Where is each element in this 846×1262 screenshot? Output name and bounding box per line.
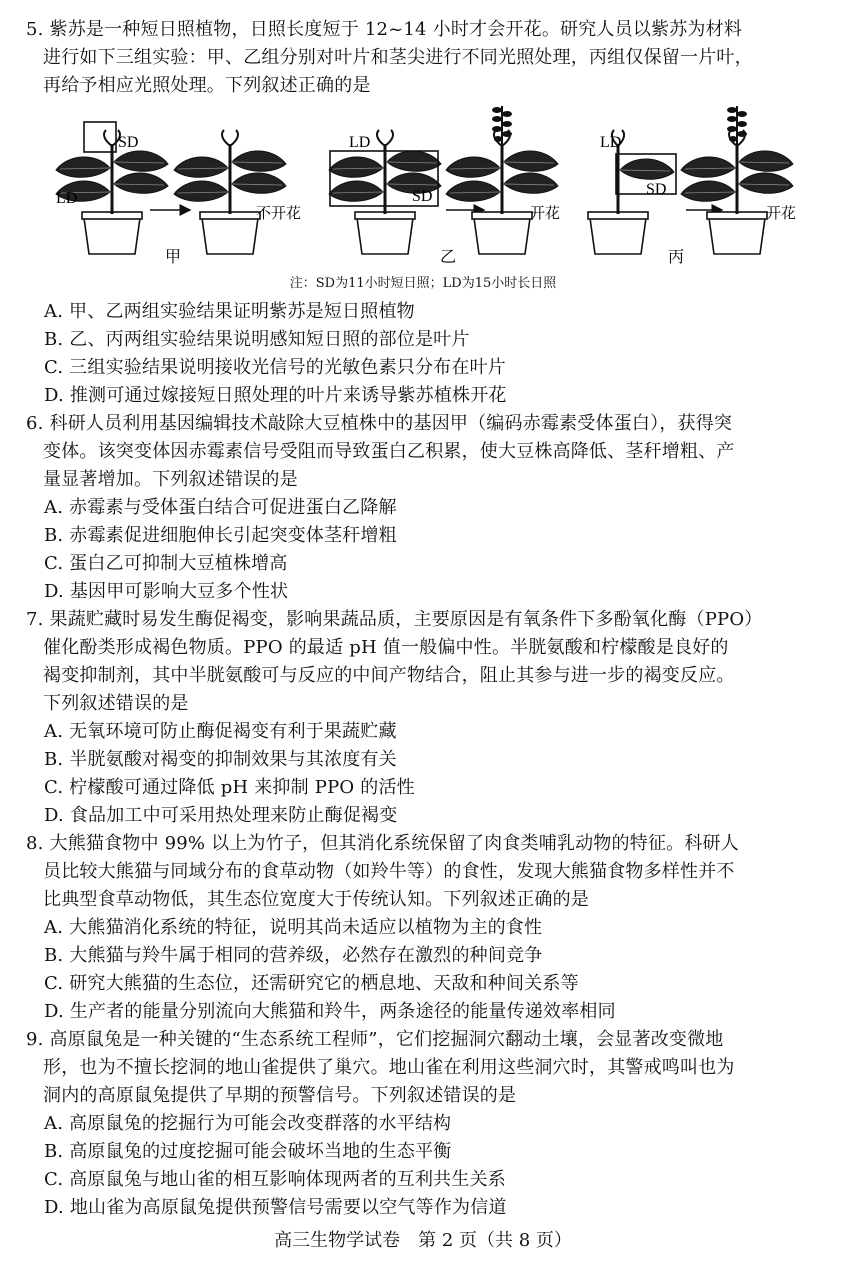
- question-9-option-c: C. 高原鼠兔与地山雀的相互影响体现两者的互利共生关系: [44, 1169, 506, 1190]
- question-6-stem-line: 量显著增加。下列叙述错误的是: [43, 469, 298, 490]
- sd-label: SD: [646, 181, 667, 198]
- group-label-bing: 丙: [668, 249, 685, 266]
- question-6-option-b: B. 赤霉素促进细胞伸长引起突变体茎秆增粗: [44, 525, 397, 546]
- figure-note: 注：SD为11小时短日照；LD为15小时长日照: [289, 276, 557, 291]
- question-8-option-d: D. 生产者的能量分别流向大熊猫和羚牛，两条途径的能量传递效率相同: [44, 1001, 616, 1022]
- question-6-option-d: D. 基因甲可影响大豆多个性状: [44, 581, 289, 602]
- group-yi-after: [446, 106, 560, 254]
- flower-label: 开花: [766, 206, 797, 222]
- question-9-option-d: D. 地山雀为高原鼠兔提供预警信号需要以空气等作为信道: [44, 1197, 507, 1218]
- group-label-yi: 乙: [440, 249, 457, 266]
- question-7-stem-line: 褐变抑制剂，其中半胱氨酸可与反应的中间产物结合，阻止其参与进一步的褐变反应。: [43, 665, 735, 686]
- question-7-option-b: B. 半胱氨酸对褐变的抑制效果与其浓度有关: [44, 749, 397, 770]
- group-bing-after: [681, 106, 796, 254]
- question-6-option-a: A. 赤霉素与受体蛋白结合可促进蛋白乙降解: [44, 497, 397, 518]
- sd-label: SD: [412, 188, 433, 205]
- question-5-option-d: D. 推测可通过嫁接短日照处理的叶片来诱导紫苏植株开花: [44, 385, 507, 406]
- no-flower-label: 不开花: [256, 206, 302, 222]
- group-yi-before: [329, 130, 441, 254]
- question-9-option-b: B. 高原鼠兔的过度挖掘可能会破坏当地的生态平衡: [44, 1141, 452, 1162]
- group-bing-before: [588, 130, 676, 254]
- flower-label: 开花: [530, 206, 561, 222]
- question-8-stem-line: 员比较大熊猫与同域分布的食草动物（如羚牛等）的食性，发现大熊猫食物多样性并不: [43, 861, 735, 882]
- question-8-stem-line: 8. 大熊猫食物中 99% 以上为竹子，但其消化系统保留了肉食类哺乳动物的特征。科研人: [26, 833, 739, 854]
- question-7-option-a: A. 无氧环境可防止酶促褐变有利于果蔬贮藏: [44, 721, 397, 742]
- question-8-option-b: B. 大熊猫与羚牛属于相同的营养级，必然存在激烈的种间竞争: [44, 945, 543, 966]
- question-5-stem-line: 再给予相应光照处理。下列叙述正确的是: [43, 75, 371, 96]
- question-7-option-d: D. 食品加工中可采用热处理来防止酶促褐变: [44, 805, 398, 826]
- question-7-option-c: C. 柠檬酸可通过降低 pH 来抑制 PPO 的活性: [44, 777, 415, 798]
- sd-label: SD: [118, 134, 139, 151]
- question-6-option-c: C. 蛋白乙可抑制大豆植株增高: [44, 553, 288, 574]
- question-7-stem-line: 催化酚类形成褐色物质。PPO 的最适 pH 值一般偏中性。半胱氨酸和柠檬酸是良好的: [43, 637, 729, 658]
- question-8-stem-line: 比典型食草动物低，其生态位宽度大于传统认知。下列叙述正确的是: [43, 889, 589, 910]
- question-5-stem-line: 5. 紫苏是一种短日照植物，日照长度短于 12~14 小时才会开花。研究人员以紫苏为材料: [26, 19, 743, 40]
- question-5-option-c: C. 三组实验结果说明接收光信号的光敏色素只分布在叶片: [44, 357, 506, 378]
- question-8-option-a: A. 大熊猫消化系统的特征，说明其尚未适应以植物为主的食性: [44, 917, 543, 938]
- plant-experiment-figure: [40, 104, 830, 278]
- question-9-stem-line: 形，也为不擅长挖洞的地山雀提供了巢穴。地山雀在利用这些洞穴时，其警戒鸣叫也为: [43, 1057, 735, 1078]
- question-5-option-b: B. 乙、丙两组实验结果说明感知短日照的部位是叶片: [44, 329, 470, 350]
- question-6-stem-line: 6. 科研人员利用基因编辑技术敲除大豆植株中的基因甲（编码赤霉素受体蛋白），获得突: [26, 413, 733, 434]
- question-8-option-c: C. 研究大熊猫的生态位，还需研究它的栖息地、天敌和种间关系等: [44, 973, 579, 994]
- group-label-jia: 甲: [165, 249, 182, 266]
- ld-label: LD: [600, 134, 622, 151]
- question-9-option-a: A. 高原鼠兔的挖掘行为可能会改变群落的水平结构: [44, 1113, 452, 1134]
- ld-label: LD: [349, 134, 371, 151]
- question-7-stem-line: 下列叙述错误的是: [43, 693, 189, 714]
- group-jia-before: [56, 122, 168, 254]
- question-9-stem-line: 9. 高原鼠兔是一种关键的“生态系统工程师”，它们挖掘洞穴翻动土壤，会显著改变微地: [26, 1029, 724, 1050]
- ld-label: LD: [56, 190, 78, 207]
- question-5-stem-line: 进行如下三组实验：甲、乙组分别对叶片和茎尖进行不同光照处理，丙组仅保留一片叶，: [43, 47, 753, 68]
- page-footer: 高三生物学试卷 第 2 页（共 8 页）: [274, 1230, 572, 1251]
- question-9-stem-line: 洞内的高原鼠兔提供了早期的预警信号。下列叙述错误的是: [43, 1085, 517, 1106]
- question-6-stem-line: 变体。该突变体因赤霉素信号受阻而导致蛋白乙积累，使大豆株高降低、茎秆增粗、产: [43, 441, 735, 462]
- question-7-stem-line: 7. 果蔬贮藏时易发生酶促褐变，影响果蔬品质，主要原因是有氧条件下多酚氧化酶（PPO）: [26, 609, 763, 630]
- question-5-option-a: A. 甲、乙两组实验结果证明紫苏是短日照植物: [44, 301, 415, 322]
- group-jia-after: [174, 130, 301, 254]
